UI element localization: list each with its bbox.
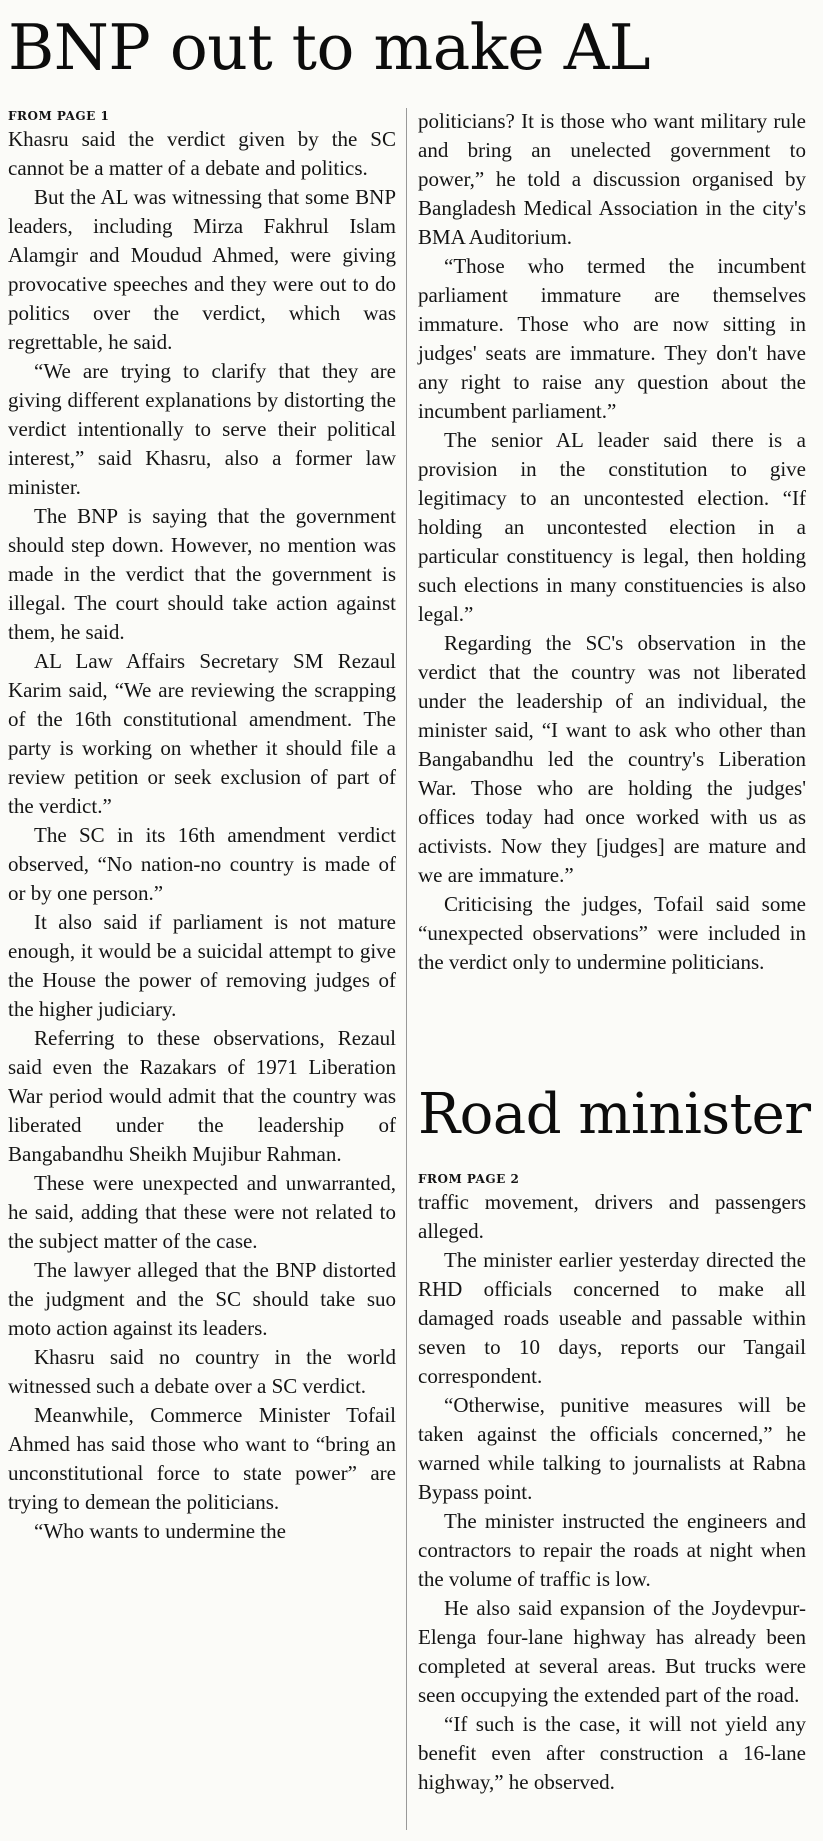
paragraph: The SC in its 16th amendment verdict observed, “No nation-no country is made of or by one person.” — [8, 823, 396, 905]
paragraph: These were unexpected and unwarranted, he said, adding that these were not related to the subject matter of the case. — [8, 1171, 396, 1253]
paragraph: Regarding the SC's observation in the verdict that the country was not liberated under the leadership of an individual, the minister said, “I want to ask who other than Bangabandhu led the country's Liberation War. Those who are holding the judges' offices today had once worked with us as activists. Now they [judges] are mature and we are immature.” — [418, 631, 806, 887]
paragraph: “Otherwise, punitive measures will be taken against the officials concerned,” he warned while talking to journalists at Rabna Bypass point. — [418, 1393, 806, 1504]
kicker-from-page-1: FROM PAGE 1 — [8, 109, 110, 123]
paragraph: The senior AL leader said there is a provision in the constitution to give legitimacy to an uncontested election. “If holding an uncontested election in a particular constituency is legal, then holding such elections in many constituencies is also legal.” — [418, 428, 806, 626]
paragraph: Referring to these observations, Rezaul said even the Razakars of 1971 Liberation War period would admit that the country was liberated under the leadership of Bangabandhu Sheikh Mujibur Rahman. — [8, 1026, 396, 1166]
paragraph: “Who wants to undermine the — [34, 1519, 286, 1543]
paragraph: “Those who termed the incumbent parliament immature are themselves immature. Those who are now sitting in judges' seats are immature. They don't have any right to raise any question about the incumbent parliament.” — [418, 254, 806, 423]
paragraph: But the AL was witnessing that some BNP leaders, including Mirza Fakhrul Islam Alamgir and Moudud Ahmed, were giving provocative speeches and they were out to do politics over the verdict, which was regrettable, he said. — [8, 185, 396, 354]
paragraph: “We are trying to clarify that they are giving different explanations by distorting the verdict intentionally to serve their political interest,” said Khasru, also a former law minister. — [8, 359, 396, 499]
paragraph: He also said expansion of the Joydevpur-Elenga four-lane highway has already been completed at several areas. But trucks were seen occupying the extended part of the road. — [418, 1596, 806, 1707]
paragraph: Khasru said no country in the world witnessed such a debate over a SC verdict. — [8, 1345, 396, 1398]
paragraph: Criticising the judges, Tofail said some “unexpected observations” were included in the verdict only to undermine politicians. — [418, 892, 806, 974]
paragraph: The minister earlier yesterday directed the RHD officials concerned to make all damaged roads useable and passable within seven to 10 days, reports our Tangail correspondent. — [418, 1248, 806, 1388]
column-rule — [406, 108, 407, 1830]
paragraph: It also said if parliament is not mature enough, it would be a suicidal attempt to give the House the power of removing judges of the higher judiciary. — [8, 910, 396, 1021]
story1-right-column — [418, 107, 806, 977]
paragraph: The BNP is saying that the government should step down. However, no mention was made in the verdict that the government is illegal. The court should take action against them, he said. — [8, 504, 396, 644]
paragraph: Meanwhile, Commerce Minister Tofail Ahmed has said those who want to “bring an unconstitutional force to state power” are trying to demean the politicians. — [8, 1403, 396, 1514]
paragraph: Khasru said the verdict given by the SC cannot be a matter of a debate and politics. — [8, 127, 396, 180]
headline-bnp: BNP out to make AL — [8, 11, 651, 84]
paragraph: traffic movement, drivers and passengers alleged. — [418, 1190, 806, 1243]
story1-left-column — [8, 107, 396, 1546]
kicker-from-page-2: FROM PAGE 2 — [418, 1172, 520, 1186]
story2-column — [418, 1170, 806, 1797]
headline-road-minister: Road minister — [418, 1082, 811, 1147]
paragraph: The lawyer alleged that the BNP distorted the judgment and the SC should take suo moto action against its leaders. — [8, 1258, 396, 1340]
paragraph: “If such is the case, it will not yield any benefit even after construction a 16-lane highway,” he observed. — [418, 1712, 806, 1794]
paragraph: politicians? It is those who want military rule and bring an unelected government to power,” he told a discussion organised by Bangladesh Medical Association in the city's BMA Auditorium. — [418, 109, 806, 249]
paragraph: AL Law Affairs Secretary SM Rezaul Karim said, “We are reviewing the scrapping of the 16th constitutional amendment. The party is working on whether it should file a review petition or seek exclusion of part of the verdict.” — [8, 649, 396, 818]
paragraph: The minister instructed the engineers and contractors to repair the roads at night when the volume of traffic is low. — [418, 1509, 806, 1591]
